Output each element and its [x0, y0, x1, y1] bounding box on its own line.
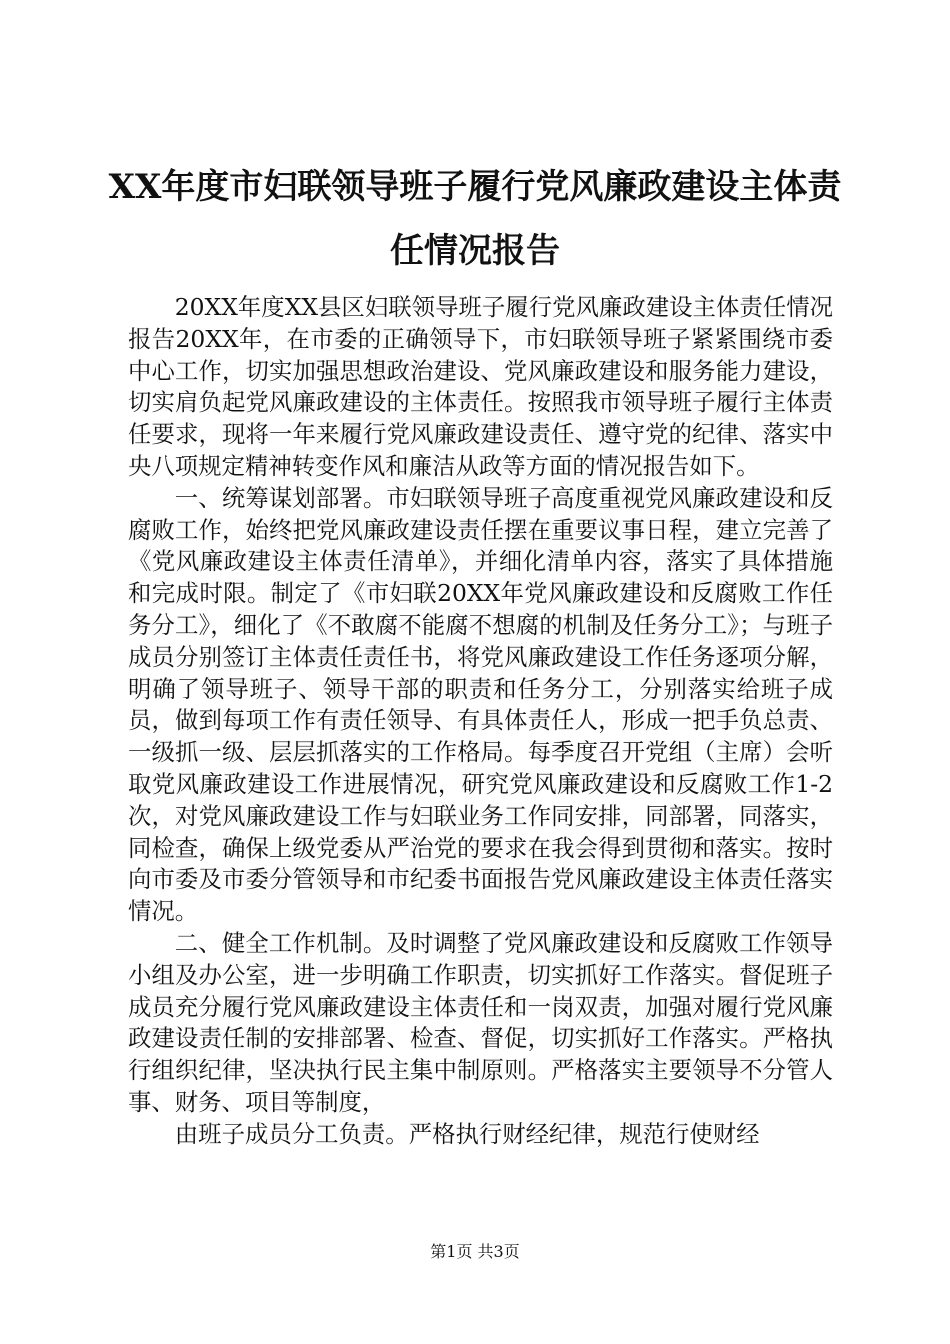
- paragraph-section-1: 一、统筹谋划部署。市妇联领导班子高度重视党风廉政建设和反腐败工作，始终把党风廉政建设责任摆在重要议事日程，建立完善了《党风廉政建设主体责任清单》，并细化清单内容，落实了具体措施和完成时限。制定了《市妇联20XX年党风廉政建设和反腐败工作任务分工》，细化了《不敢腐不能腐不想腐的机制及任务分工》；与班子成员分别签订主体责任责任书，将党风廉政建设工作任务逐项分解，明确了领导班子、领导干部的职责和任务分工，分别落实给班子成员，做到每项工作有责任领导、有具体责任人，形成一把手负总责、一级抓一级、层层抓落实的工作格局。每季度召开党组（主席）会听取党风廉政建设工作进展情况，研究党风廉政建设和反腐败工作1-2次，对党风廉政建设工作与妇联业务工作同安排，同部署，同落实，同检查，确保上级党委从严治党的要求在我会得到贯彻和落实。按时向市委及市委分管领导和市纪委书面报告党风廉政建设主体责任落实情况。: [128, 483, 833, 926]
- document-body: [128, 292, 833, 1151]
- page-footer: 第1页 共3页: [430, 1242, 520, 1261]
- paragraph-intro: 20XX年度XX县区妇联领导班子履行党风廉政建设主体责任情况报告20XX年，在市委的正确领导下，市妇联领导班子紧紧围绕市委中心工作，切实加强思想政治建设、党风廉政建设和服务能力建设，切实肩负起党风廉政建设的主体责任。按照我市领导班子履行主体责任要求，现将一年来履行党风廉政建设责任、遵守党的纪律、落实中央八项规定精神转变作风和廉洁从政等方面的情况报告如下。: [128, 293, 833, 480]
- paragraph-section-2: 二、健全工作机制。及时调整了党风廉政建设和反腐败工作领导小组及办公室，进一步明确工作职责，切实抓好工作落实。督促班子成员充分履行党风廉政建设主体责任和一岗双责，加强对履行党风廉政建设责任制的安排部署、检查、督促，切实抓好工作落实。严格执行组织纪律，坚决执行民主集中制原则。严格落实主要领导不分管人事、财务、项目等制度，: [128, 928, 833, 1116]
- paragraph-continued: 由班子成员分工负责。严格执行财经纪律，规范行使财经: [174, 1119, 760, 1148]
- document-title: XX年度市妇联领导班子履行党风廉政建设主体责任情况报告: [108, 167, 842, 271]
